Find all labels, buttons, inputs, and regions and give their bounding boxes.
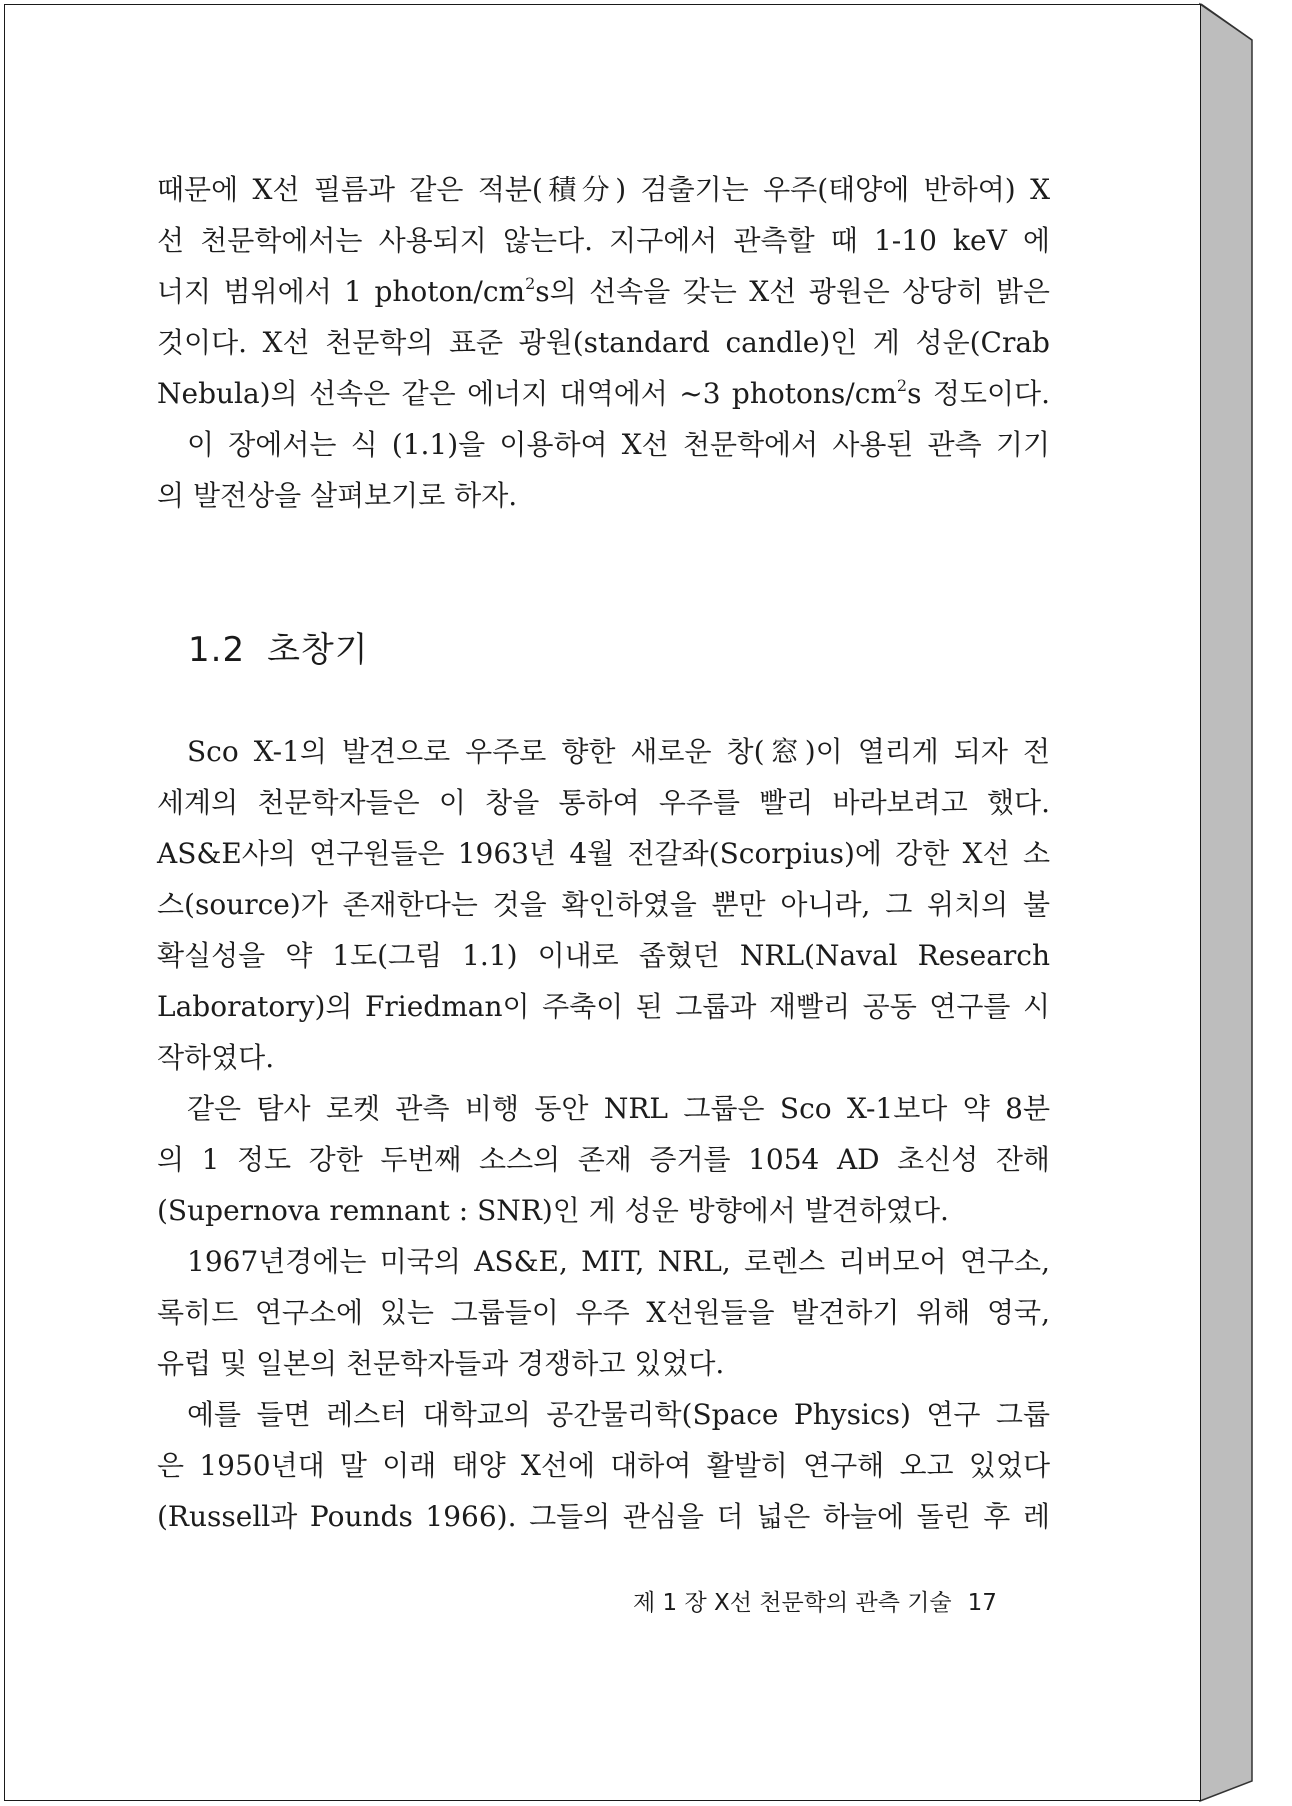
- intro-line-3: 너지 범위에서 1 photon/$cm^2s$의 선속을 갖는 X선 광원은 상당히 밝은: [157, 274, 1050, 308]
- intro-line-1: 때문에 X선 필름과 같은 적분(積分) 검출기는 우주(태양에 반하여) X: [157, 173, 1050, 206]
- page-footer: [633, 1585, 997, 1621]
- intro-line-2: 선 천문학에서는 사용되지 않는다. 지구에서 관측할 때 1-10 keV 에: [157, 224, 1050, 257]
- body-p1-line-3: AS&E사의 연구원들은 1963년 4월 전갈좌(Scorpius)에 강한 X선 소: [157, 837, 1050, 870]
- body-p2-line-2: 의 1 정도 강한 두번째 소스의 존재 증거를 1054 AD 초신성 잔해: [157, 1143, 1050, 1176]
- body-p4-line-1: 예를 들면 레스터 대학교의 공간물리학(Space Physics) 연구 그룹: [187, 1398, 1050, 1431]
- intro-p2-line-2: 의 발전상을 살펴보기로 하자.: [157, 479, 518, 512]
- body-p3-line-3: 유럽 및 일본의 천문학자들과 경쟁하고 있었다.: [157, 1347, 725, 1380]
- section-number: 1.2: [188, 630, 246, 670]
- intro-p2-line-1: 이 장에서는 식 (1.1)을 이용하여 X선 천문학에서 사용된 관측 기기: [187, 428, 1050, 461]
- body-p2-line-1: 같은 탐사 로켓 관측 비행 동안 NRL 그룹은 Sco X-1보다 약 8분: [187, 1092, 1050, 1125]
- running-head: 제 1 장 X선 천문학의 관측 기술: [633, 1590, 952, 1616]
- intro-paragraphs: [157, 164, 1050, 521]
- body-p1-line-7: 작하였다.: [157, 1041, 275, 1074]
- body-p4-line-3: (Russell과 Pounds 1966). 그들의 관심을 더 넓은 하늘에 돌린 후 레: [157, 1500, 1050, 1533]
- body-p1-line-1: Sco X-1의 발견으로 우주로 향한 새로운 창(窓)이 열리게 되자 전: [187, 735, 1050, 768]
- body-p1-line-4: 스(source)가 존재한다는 것을 확인하였을 뿐만 아니라, 그 위치의 불: [157, 888, 1050, 921]
- body-p2-line-3: (Supernova remnant : SNR)인 게 성운 방향에서 발견하였다.: [157, 1194, 949, 1227]
- section-heading: [188, 625, 369, 675]
- body-p1-line-2: 세계의 천문학자들은 이 창을 통하여 우주를 빨리 바라보려고 했다.: [157, 786, 1050, 819]
- intro-line-4: 것이다. X선 천문학의 표준 광원(standard candle)인 게 성운(Crab: [157, 326, 1050, 359]
- body-p3-line-1: 1967년경에는 미국의 AS&E, MIT, NRL, 로렌스 리버모어 연구소,: [187, 1245, 1050, 1278]
- intro-line-5: Nebula)의 선속은 같은 에너지 대역에서 ~3 photons/$cm^2s$ 정도이다.: [157, 376, 1050, 410]
- page-number: 17: [967, 1590, 997, 1616]
- body-p4-line-2: 은 1950년대 말 이래 태양 X선에 대하여 활발히 연구해 오고 있었다: [157, 1449, 1050, 1482]
- body-p3-line-2: 록히드 연구소에 있는 그룹들이 우주 X선원들을 발견하기 위해 영국,: [157, 1296, 1050, 1329]
- body-paragraphs: [157, 726, 1050, 1542]
- body-p1-line-5: 확실성을 약 1도(그림 1.1) 이내로 좁혔던 NRL(Naval Research: [157, 939, 1050, 972]
- body-p1-line-6: Laboratory)의 Friedman이 주축이 된 그룹과 재빨리 공동 연구를 시: [157, 990, 1050, 1023]
- section-title: 초창기: [267, 630, 369, 670]
